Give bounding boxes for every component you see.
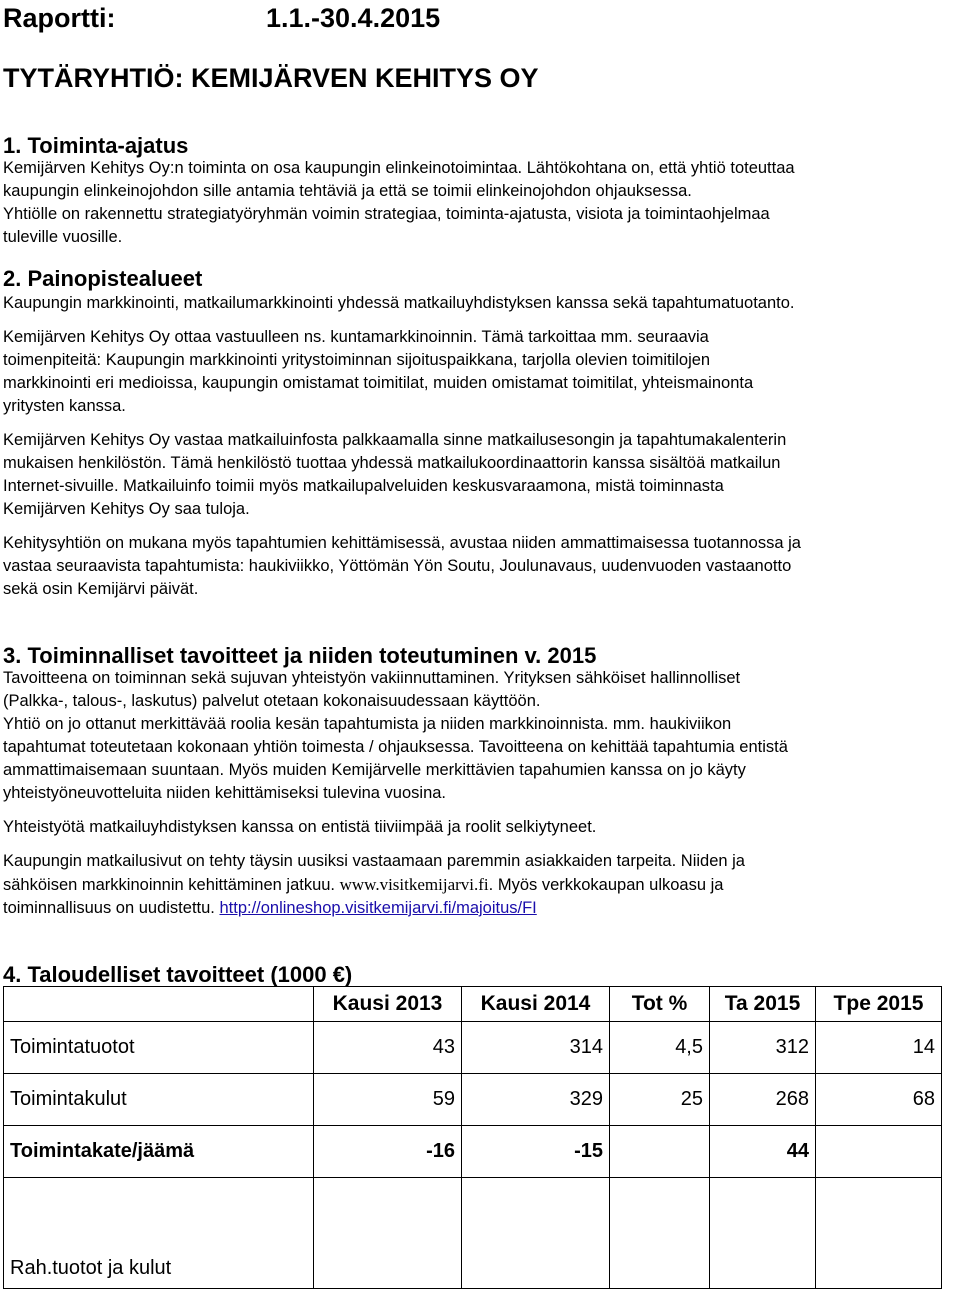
section3-p3-text: . Myös verkkokaupan ulkoasu ja (488, 876, 724, 894)
section2-p2 (3, 326, 753, 418)
cell-kausi-2013: 59 (314, 1074, 462, 1126)
table-header-cell (4, 987, 314, 1022)
table-row (4, 1022, 942, 1074)
section1-line: Yhtiölle on rakennettu strategiatyöryhmän voimin strategiaa, toiminta-ajatusta, visiota ja toimintaohjelmaa (3, 205, 770, 223)
table-header-cell: Kausi 2013 (314, 987, 462, 1022)
section2-p4-line: sekä osin Kemijärvi päivät. (3, 580, 199, 598)
table-header-cell: Ta 2015 (710, 987, 816, 1022)
section3-heading: 3. Toiminnalliset tavoitteet ja niiden toteutuminen v. 2015 (3, 643, 597, 668)
cell-tpe-2015: 14 (816, 1022, 942, 1074)
section1-line: tuleville vuosille. (3, 228, 123, 246)
table-row (4, 1074, 942, 1126)
section3-p3 (3, 850, 745, 920)
section3-p3-text: sähköisen markkinoinnin kehittäminen jatkuu. (3, 876, 340, 894)
table-header-cell: Kausi 2014 (462, 987, 610, 1022)
cell-tpe-2015 (816, 1178, 942, 1289)
section2-heading: 2. Painopistealueet (3, 266, 203, 291)
table-row (4, 1178, 942, 1289)
section3-p1-line: Yhtiö on jo ottanut merkittävää roolia kesän tapahtumista ja niiden markkinoinnista. mm. haukiviikon (3, 715, 732, 733)
section2-p2-line: yritysten kanssa. (3, 397, 126, 415)
table-header-cell: Tot % (610, 987, 710, 1022)
cell-tpe-2015 (816, 1126, 942, 1178)
report-label: Raportti: (3, 3, 116, 33)
cell-kausi-2014: 329 (462, 1074, 610, 1126)
section2-p2-line: toimenpiteitä: Kaupungin markkinointi yritystoiminnan sijoituspaikkana, tarjolla olevien toimitilojen (3, 351, 711, 369)
section2-p3-line: mukaisen henkilöstön. Tämä henkilöstö tuottaa yhdessä matkailukoordinaattorin kanssa sisältöä matkailun (3, 454, 781, 472)
subsidiary-title: TYTÄRYHTIÖ: KEMIJÄRVEN KEHITYS OY (3, 63, 539, 93)
cell-kausi-2013 (314, 1178, 462, 1289)
table-header-cell: Tpe 2015 (816, 987, 942, 1022)
section1-line: Kemijärven Kehitys Oy:n toiminta on osa kaupungin elinkeinotoimintaa. Lähtökohtana on, että yhtiö toteuttaa (3, 159, 795, 177)
section2-p3-line: Kemijärven Kehitys Oy vastaa matkailuinfosta palkkaamalla sinne matkailusesongin ja tapahtumakalenterin (3, 431, 787, 449)
section2-p4 (3, 532, 801, 601)
section3-p3-line: Kaupungin matkailusivut on tehty täysin uusiksi vastaamaan paremmin asiakkaiden tarpeita. Niiden ja (3, 852, 745, 870)
section2-p1-line: Kaupungin markkinointi, matkailumarkkinointi yhdessä matkailuyhdistyksen kanssa sekä tapahtumatuotanto. (3, 294, 795, 312)
section2-p1 (3, 292, 795, 315)
cell-kausi-2014 (462, 1178, 610, 1289)
section3-p3-line (3, 873, 745, 897)
section3-p1-line: ammattimaisemaan suuntaan. Myös muiden Kemijärvelle merkittävien tapahumien kanssa on jo käyty (3, 761, 746, 779)
onlineshop-link[interactable]: http://onlineshop.visitkemijarvi.fi/majoitus/FI (219, 899, 537, 917)
section3-p3-text: toiminnallisuus on uudistettu. (3, 899, 220, 917)
section3-p2 (3, 816, 596, 839)
report-period: 1.1.-30.4.2015 (266, 3, 441, 33)
section2-p4-line: vastaa seuraavista tapahtumista: haukiviikko, Yöttömän Yön Soutu, Joulunavaus, uudenvuoden vastaanotto (3, 557, 792, 575)
section3-p1-line: (Palkka-, talous-, laskutus) palvelut otetaan kokonaisuudessaan käyttöön. (3, 692, 541, 710)
row-label: Rah.tuotot ja kulut (4, 1178, 314, 1289)
cell-tot-percent (610, 1178, 710, 1289)
section2-p4-line: Kehitysyhtiön on mukana myös tapahtumien kehittämisessä, avustaa niiden ammattimaisessa tuotannossa ja (3, 534, 801, 552)
cell-ta-2015 (710, 1178, 816, 1289)
section1-body (3, 157, 795, 249)
cell-ta-2015: 268 (710, 1074, 816, 1126)
financial-table (3, 986, 942, 1289)
row-label: Toimintakulut (4, 1074, 314, 1126)
cell-tot-percent: 4,5 (610, 1022, 710, 1074)
section2-p2-line: Kemijärven Kehitys Oy ottaa vastuulleen ns. kuntamarkkinoinnin. Tämä tarkoittaa mm. seuraavia (3, 328, 709, 346)
section2-p3 (3, 429, 786, 521)
cell-ta-2015: 312 (710, 1022, 816, 1074)
section3-p2-line: Yhteistyötä matkailuyhdistyksen kanssa on entistä tiiviimpää ja roolit selkiytyneet. (3, 818, 597, 836)
section3-p3-line (3, 897, 745, 920)
section4-heading: 4. Taloudelliset tavoitteet (1000 €) (3, 962, 353, 987)
cell-tot-percent: 25 (610, 1074, 710, 1126)
table-row (4, 1126, 942, 1178)
visitkemijarvi-url: www.visitkemijarvi.fi (339, 875, 489, 894)
section2-p3-line: Internet-sivuille. Matkailuinfo toimii myös matkailupalveluiden keskusvaraamona, mistä toiminnasta (3, 477, 724, 495)
section2-p2-line: markkinointi eri medioissa, kaupungin omistamat toimitilat, muiden omistamat toimitilat, yhteismainonta (3, 374, 754, 392)
cell-kausi-2014: 314 (462, 1022, 610, 1074)
section3-p1 (3, 667, 788, 805)
section1-line: kaupungin elinkeinojohdon sille antamia tehtäviä ja että se toimii elinkeinojohdon ohjauksessa. (3, 182, 692, 200)
section3-p1-line: tapahtumat toteutetaan kokonaan yhtiön toimesta / ohjauksessa. Tavoitteena on kehittää tapahtumia entistä (3, 738, 788, 756)
cell-ta-2015: 44 (710, 1126, 816, 1178)
table-header-row (4, 987, 942, 1022)
row-label: Toimintakate/jäämä (4, 1126, 314, 1178)
section1-heading: 1. Toiminta-ajatus (3, 133, 189, 158)
cell-kausi-2014: -15 (462, 1126, 610, 1178)
cell-tot-percent (610, 1126, 710, 1178)
cell-tpe-2015: 68 (816, 1074, 942, 1126)
section3-p1-line: Tavoitteena on toiminnan sekä sujuvan yhteistyön vakiinnuttaminen. Yrityksen sähköiset hallinnolliset (3, 669, 741, 687)
section3-p1-line: yhteistyöneuvotteluita niiden kehittämiseksi tulevina vuosina. (3, 784, 447, 802)
cell-kausi-2013: 43 (314, 1022, 462, 1074)
cell-kausi-2013: -16 (314, 1126, 462, 1178)
section2-p3-line: Kemijärven Kehitys Oy saa tuloja. (3, 500, 250, 518)
row-label: Toimintatuotot (4, 1022, 314, 1074)
